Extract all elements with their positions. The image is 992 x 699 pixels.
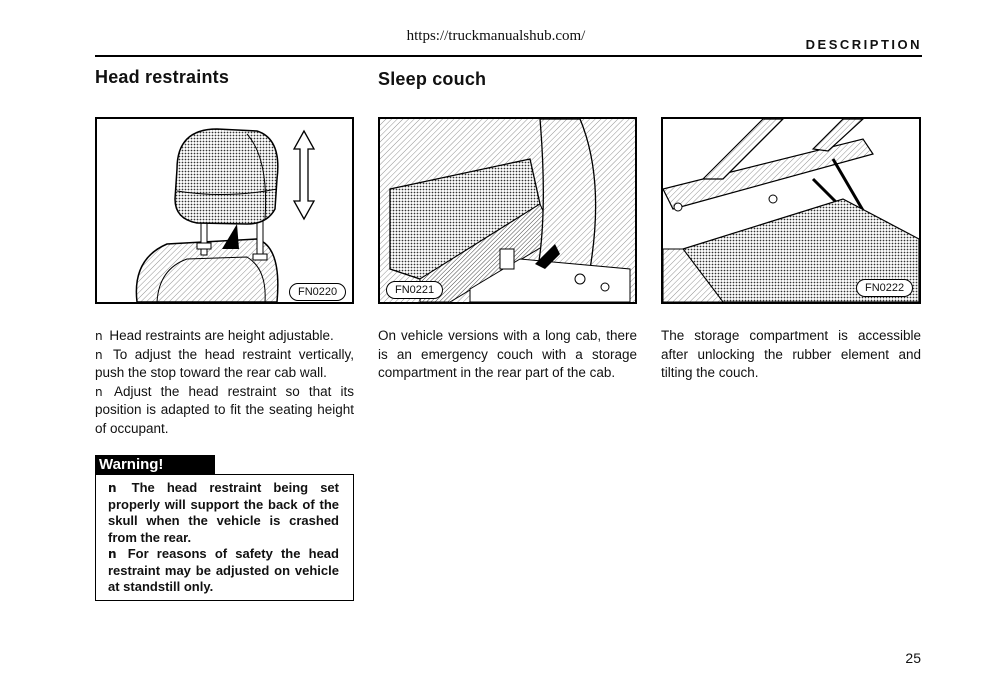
figure-code-fn0222: FN0222 <box>856 279 913 297</box>
list-item: n To adjust the head restraint vertically, push the stop toward the rear cab wall. <box>95 346 354 380</box>
warning-box <box>95 474 354 601</box>
warning-item: n For reasons of safety the head restraint may be adjusted on vehicle at standstill only. <box>108 546 339 594</box>
head-restraints-text <box>95 327 354 438</box>
section-title: DESCRIPTION <box>805 37 922 52</box>
header-rule <box>95 55 922 57</box>
list-item: n Head restraints are height adjustable. <box>95 328 334 343</box>
storage-compartment-text: The storage compartment is accessible after unlocking the rubber element and tilting the couch. <box>661 328 921 380</box>
bullet-icon: n <box>95 384 103 399</box>
warning-item: n The head restraint being set properly will support the back of the skull when the vehicle is crashed from the rear. <box>108 480 339 545</box>
heading-head-restraints: Head restraints <box>95 67 230 87</box>
list-item: n Adjust the head restraint so that its position is adapted to fit the seating height of occupant. <box>95 383 354 436</box>
page-number: 25 <box>905 650 921 666</box>
warning-title: Warning! <box>95 455 215 474</box>
figure-code-fn0220: FN0220 <box>289 283 346 301</box>
bullet-icon: n <box>108 481 117 495</box>
sleep-couch-text: On vehicle versions with a long cab, there is an emergency couch with a storage compartment in the rear part of the cab. <box>378 328 637 380</box>
heading-sleep-couch: Sleep couch <box>378 69 487 89</box>
bullet-icon: n <box>95 347 103 362</box>
bullet-icon: n <box>108 547 117 561</box>
figure-head-restraint <box>95 117 354 304</box>
figure-code-fn0221: FN0221 <box>386 281 443 299</box>
source-url: https://truckmanualshub.com/ <box>406 28 586 44</box>
figure-storage-compartment <box>661 117 921 304</box>
figure-sleep-couch <box>378 117 637 304</box>
bullet-icon: n <box>95 329 103 343</box>
